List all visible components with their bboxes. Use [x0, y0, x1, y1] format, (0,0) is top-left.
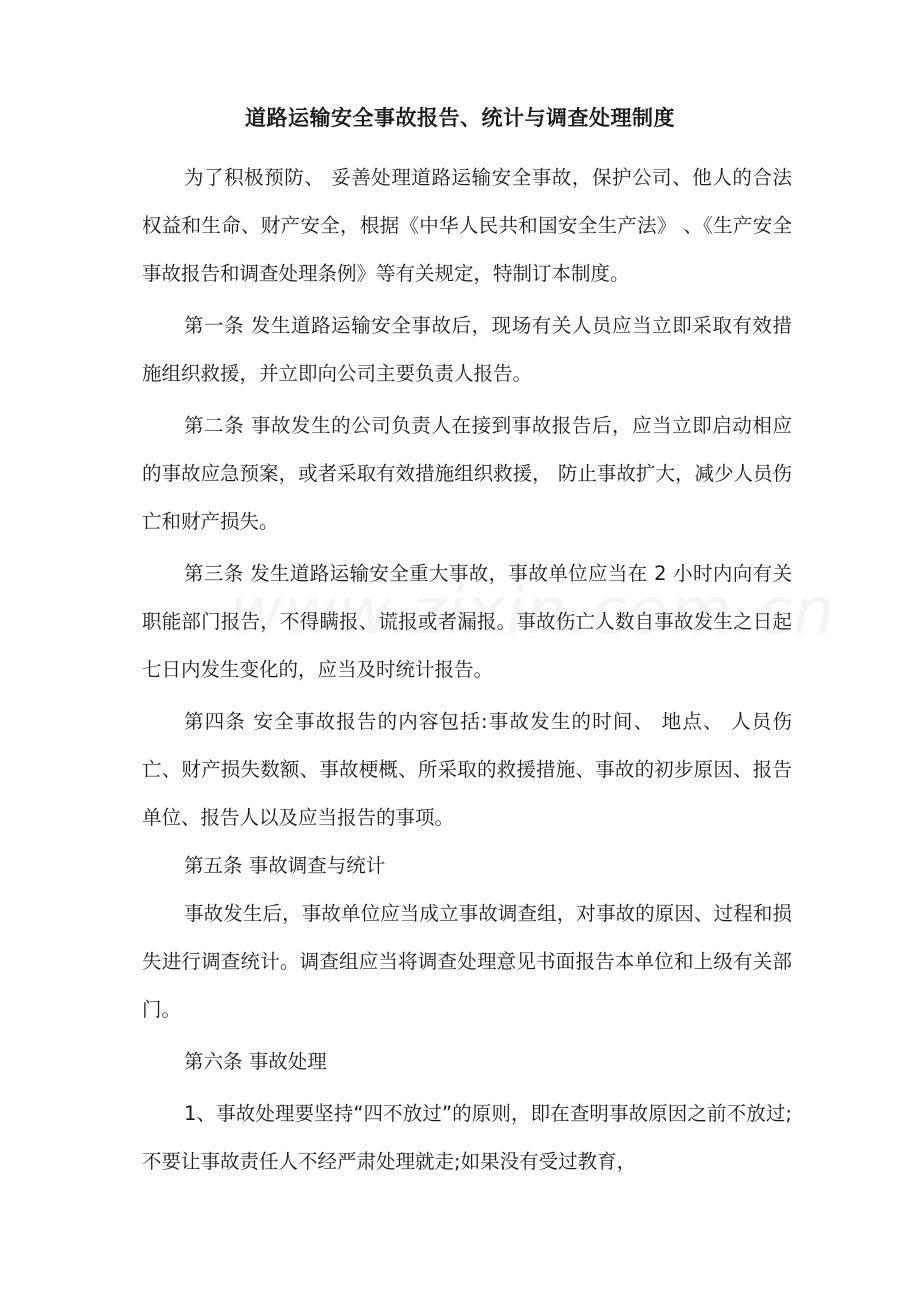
- paragraph-article-2: 第二条 事故发生的公司负责人在接到事故报告后，应当立即启动相应的事故应急预案，或者采取有效措施组织救援， 防止事故扩大，减少人员伤亡和财产损失。: [142, 414, 792, 533]
- paragraph-preamble: 为了积极预防、 妥善处理道路运输安全事故，保护公司、他人的合法权益和生命、财产安全，根据《中华人民共和国安全生产法》 、《生产安全事故报告和调查处理条例》等有关规定，特制订本制度。: [142, 166, 792, 285]
- paragraph-article-6-heading: 第六条 事故处理: [184, 1050, 327, 1073]
- paragraph-article-4: 第四条 安全事故报告的内容包括:事故发生的时间、 地点、 人员伤亡、财产损失数额、事故梗概、所采取的救援措施、事故的初步原因、报告单位、报告人以及应当报告的事项。: [142, 710, 792, 829]
- document-title: 道路运输安全事故报告、统计与调查处理制度: [245, 106, 675, 130]
- document-body: [142, 154, 792, 1186]
- paragraph-article-6-item-1: 1、事故处理要坚持“四不放过”的原则，即在查明事故原因之前不放过;不要让事故责任人不经严肃处理就走;如果没有受过教育，: [142, 1102, 792, 1173]
- paragraph-article-3: 第三条 发生道路运输安全重大事故，事故单位应当在 2 小时内向有关职能部门报告，不得瞒报、谎报或者漏报。事故伤亡人数自事故发生之日起七日内发生变化的，应当及时统计报告。: [142, 562, 792, 681]
- paragraph-article-5-body: 事故发生后，事故单位应当成立事故调查组，对事故的原因、过程和损失进行调查统计。调查组应当将调查处理意见书面报告本单位和上级有关部门。: [142, 902, 792, 1021]
- paragraph-article-5-heading: 第五条 事故调查与统计: [184, 854, 386, 877]
- paragraph-article-1: 第一条 发生道路运输安全事故后，现场有关人员应当立即采取有效措施组织救援，并立即向公司主要负责人报告。: [142, 314, 792, 385]
